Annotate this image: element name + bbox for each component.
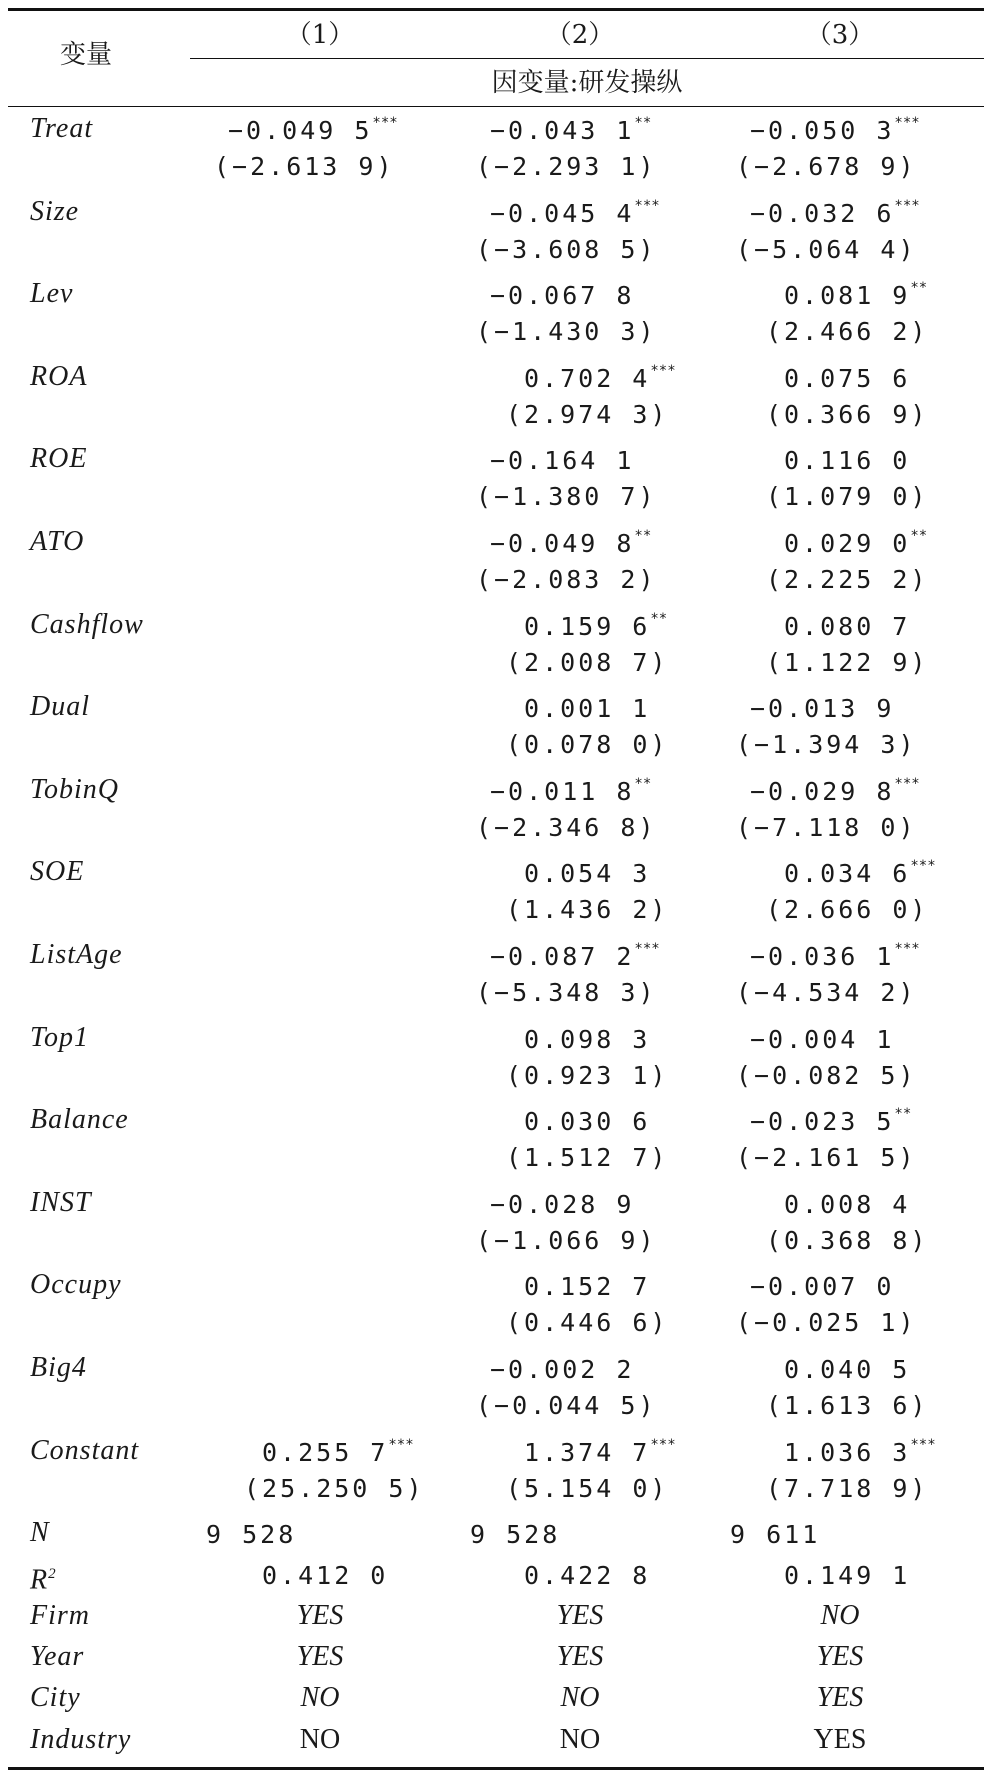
coef-col2-value: 1.374 7 bbox=[524, 1438, 651, 1467]
coef-col2 bbox=[490, 197, 660, 235]
n-col1: 9 528 bbox=[206, 1520, 297, 1549]
coef-col2 bbox=[524, 1105, 650, 1139]
tstat-col2: (1.436 2) bbox=[506, 895, 669, 924]
variable-name: SOE bbox=[30, 856, 85, 887]
significance-stars: *** bbox=[388, 1437, 414, 1453]
coef-col2-value: 0.001 1 bbox=[524, 694, 651, 723]
coef-col3-value: 0.008 4 bbox=[784, 1190, 911, 1219]
tstat-col3: (1.122 9) bbox=[766, 648, 929, 677]
coef-col3-value: −0.013 9 bbox=[750, 694, 895, 723]
coef-col2 bbox=[490, 444, 634, 478]
tstat-col3: (−2.678 9) bbox=[736, 152, 917, 181]
significance-stars: *** bbox=[634, 198, 660, 214]
coef-col2 bbox=[490, 1353, 634, 1387]
fe-industry-col1: NO bbox=[299, 1724, 341, 1755]
coef-col3 bbox=[750, 114, 920, 152]
r2-col3: 0.149 1 bbox=[784, 1561, 911, 1590]
tstat-col3: (1.079 0) bbox=[766, 482, 929, 511]
variable-header: 变量 bbox=[60, 40, 113, 70]
coef-col2-value: −0.028 9 bbox=[490, 1190, 635, 1219]
variable-name: Occupy bbox=[30, 1269, 122, 1300]
fe-year-col2: YES bbox=[556, 1641, 604, 1672]
coef-col2-value: 0.702 4 bbox=[524, 364, 651, 393]
r-squared-superscript: 2 bbox=[48, 1566, 57, 1582]
coef-col3 bbox=[750, 1023, 894, 1057]
tstat-col1: (25.250 5) bbox=[244, 1474, 425, 1503]
coef-col3-value: −0.007 0 bbox=[750, 1272, 895, 1301]
significance-stars: ** bbox=[634, 115, 652, 131]
tstat-col3: (7.718 9) bbox=[766, 1474, 929, 1503]
variable-name: ListAge bbox=[30, 939, 123, 970]
coef-col2 bbox=[524, 692, 650, 726]
fe-city-col3: YES bbox=[816, 1682, 864, 1713]
bottom-rule bbox=[8, 1767, 984, 1770]
coef-col3-value: 0.081 9 bbox=[784, 281, 911, 310]
variable-name: TobinQ bbox=[30, 774, 120, 805]
fe-year-col3: YES bbox=[816, 1641, 864, 1672]
fe-city-col1: NO bbox=[300, 1682, 340, 1713]
coef-col2-value: −0.087 2 bbox=[490, 942, 635, 971]
coef-col3 bbox=[750, 775, 920, 813]
coef-col2-value: −0.043 1 bbox=[490, 116, 635, 145]
variable-name: Constant bbox=[30, 1435, 140, 1466]
tstat-col3: (−0.025 1) bbox=[736, 1308, 917, 1337]
coef-col3-value: 0.029 0 bbox=[784, 529, 911, 558]
coef-col3 bbox=[750, 197, 920, 235]
variable-name: Cashflow bbox=[30, 609, 144, 640]
coef-col3 bbox=[750, 1105, 911, 1143]
significance-stars: ** bbox=[650, 611, 668, 627]
coef-col3 bbox=[750, 1270, 894, 1304]
significance-stars: ** bbox=[634, 528, 652, 544]
footer-label-r2: $R^2$ bbox=[30, 1564, 57, 1596]
r2-col2: 0.422 8 bbox=[524, 1561, 651, 1590]
significance-stars: *** bbox=[894, 198, 920, 214]
tstat-col3: (2.466 2) bbox=[766, 317, 929, 346]
coef-col2-value: −0.067 8 bbox=[490, 281, 635, 310]
coef-col2-value: 0.098 3 bbox=[524, 1025, 651, 1054]
coef-col3 bbox=[784, 1188, 910, 1222]
significance-stars: ** bbox=[910, 280, 928, 296]
significance-stars: *** bbox=[650, 1437, 676, 1453]
n-col3: 9 611 bbox=[730, 1520, 821, 1549]
tstat-col3: (0.366 9) bbox=[766, 400, 929, 429]
fe-firm-col3: NO bbox=[820, 1600, 860, 1631]
tstat-col3: (−2.161 5) bbox=[736, 1143, 917, 1172]
fe-firm-col2: YES bbox=[556, 1600, 604, 1631]
tstat-col2: (−1.066 9) bbox=[476, 1226, 657, 1255]
footer-label-firm: Firm bbox=[30, 1600, 90, 1631]
coef-col2 bbox=[490, 114, 651, 152]
column-2-header: （2） bbox=[545, 20, 615, 50]
variable-name: ROA bbox=[30, 361, 88, 392]
fe-year-col1: YES bbox=[296, 1641, 344, 1672]
coef-col2 bbox=[524, 1023, 650, 1057]
coef-col3-value: 1.036 3 bbox=[784, 1438, 911, 1467]
significance-stars: *** bbox=[910, 1437, 936, 1453]
coef-col2 bbox=[524, 362, 676, 400]
variable-name: Lev bbox=[30, 278, 74, 309]
significance-stars: *** bbox=[894, 115, 920, 131]
coef-col2 bbox=[490, 775, 651, 813]
coef-col3-value: −0.036 1 bbox=[750, 942, 895, 971]
fe-industry-col2: NO bbox=[559, 1724, 601, 1755]
fe-industry-col3: YES bbox=[813, 1724, 867, 1755]
tstat-col3: (−5.064 4) bbox=[736, 235, 917, 264]
coef-col3 bbox=[750, 940, 920, 978]
coef-col2-value: 0.159 6 bbox=[524, 612, 651, 641]
significance-stars: *** bbox=[650, 363, 676, 379]
top-rule bbox=[8, 8, 984, 11]
coef-col3 bbox=[784, 610, 910, 644]
header-bottom-rule bbox=[8, 106, 984, 107]
coef-col1 bbox=[262, 1436, 414, 1474]
coef-col2-value: −0.011 8 bbox=[490, 777, 635, 806]
tstat-col2: (−1.380 7) bbox=[476, 482, 657, 511]
significance-stars: *** bbox=[894, 941, 920, 957]
coef-col2-value: −0.049 8 bbox=[490, 529, 635, 558]
tstat-col3: (2.225 2) bbox=[766, 565, 929, 594]
coef-col2-value: −0.164 1 bbox=[490, 446, 635, 475]
tstat-col2: (2.008 7) bbox=[506, 648, 669, 677]
variable-name: Treat bbox=[30, 113, 94, 144]
variable-name: Top1 bbox=[30, 1022, 90, 1053]
coef-col3 bbox=[784, 362, 910, 396]
coef-col2 bbox=[524, 1270, 650, 1304]
variable-name: ATO bbox=[30, 526, 85, 557]
n-col2: 9 528 bbox=[470, 1520, 561, 1549]
coef-col3 bbox=[784, 444, 910, 478]
tstat-col2: (2.974 3) bbox=[506, 400, 669, 429]
coef-col2-value: 0.152 7 bbox=[524, 1272, 651, 1301]
column-3-header: （3） bbox=[805, 20, 875, 50]
significance-stars: ** bbox=[910, 528, 928, 544]
coef-col3-value: 0.116 0 bbox=[784, 446, 911, 475]
column-1-header: （1） bbox=[285, 20, 355, 50]
tstat-col2: (−1.430 3) bbox=[476, 317, 657, 346]
coef-col2 bbox=[490, 940, 660, 978]
tstat-col2: (−3.608 5) bbox=[476, 235, 657, 264]
variable-name: Big4 bbox=[30, 1352, 87, 1383]
coef-col2 bbox=[524, 610, 667, 648]
coef-col2 bbox=[524, 857, 650, 891]
coef-col3-value: 0.040 5 bbox=[784, 1355, 911, 1384]
variable-name: Dual bbox=[30, 691, 90, 722]
coef-col2 bbox=[524, 1436, 676, 1474]
tstat-col1: (−2.613 9) bbox=[214, 152, 395, 181]
coef-col2 bbox=[490, 279, 634, 313]
significance-stars: *** bbox=[372, 115, 398, 131]
coef-col2 bbox=[490, 527, 651, 565]
significance-stars: *** bbox=[910, 858, 936, 874]
footer-label-n: N bbox=[30, 1517, 50, 1548]
fe-city-col2: NO bbox=[560, 1682, 600, 1713]
tstat-col2: (−2.346 8) bbox=[476, 813, 657, 842]
tstat-col2: (1.512 7) bbox=[506, 1143, 669, 1172]
tstat-col2: (−0.044 5) bbox=[476, 1391, 657, 1420]
coef-col2-value: 0.054 3 bbox=[524, 859, 651, 888]
coef-col3 bbox=[784, 1436, 936, 1474]
tstat-col3: (1.613 6) bbox=[766, 1391, 929, 1420]
coef-col2 bbox=[490, 1188, 634, 1222]
coef-col3 bbox=[784, 527, 927, 565]
coef-col3-value: 0.080 7 bbox=[784, 612, 911, 641]
variable-name: Size bbox=[30, 196, 80, 227]
tstat-col3: (2.666 0) bbox=[766, 895, 929, 924]
coef-col3-value: −0.032 6 bbox=[750, 199, 895, 228]
coef-col3-value: −0.004 1 bbox=[750, 1025, 895, 1054]
coef-col3 bbox=[784, 1353, 910, 1387]
coef-col3-value: −0.050 3 bbox=[750, 116, 895, 145]
tstat-col2: (0.078 0) bbox=[506, 730, 669, 759]
significance-stars: ** bbox=[634, 776, 652, 792]
tstat-col3: (0.368 8) bbox=[766, 1226, 929, 1255]
significance-stars: *** bbox=[634, 941, 660, 957]
significance-stars: *** bbox=[894, 776, 920, 792]
tstat-col2: (0.923 1) bbox=[506, 1061, 669, 1090]
tstat-col2: (−5.348 3) bbox=[476, 978, 657, 1007]
coef-col2-value: −0.045 4 bbox=[490, 199, 635, 228]
coef-col3 bbox=[784, 857, 936, 895]
r2-col1: 0.412 0 bbox=[262, 1561, 389, 1590]
variable-name: INST bbox=[30, 1187, 92, 1218]
variable-name: ROE bbox=[30, 443, 88, 474]
coef-col3-value: −0.029 8 bbox=[750, 777, 895, 806]
coef-col3-value: 0.075 6 bbox=[784, 364, 911, 393]
coef-col2-value: 0.030 6 bbox=[524, 1107, 651, 1136]
tstat-col2: (−2.293 1) bbox=[476, 152, 657, 181]
coef-col3-value: −0.023 5 bbox=[750, 1107, 895, 1136]
dependent-variable-label: 因变量:研发操纵 bbox=[491, 68, 683, 98]
tstat-col3: (−7.118 0) bbox=[736, 813, 917, 842]
significance-stars: ** bbox=[894, 1106, 912, 1122]
footer-label-year: Year bbox=[30, 1641, 85, 1672]
tstat-col3: (−0.082 5) bbox=[736, 1061, 917, 1090]
coef-col3-value: 0.034 6 bbox=[784, 859, 911, 888]
tstat-col2: (5.154 0) bbox=[506, 1474, 669, 1503]
tstat-col2: (−2.083 2) bbox=[476, 565, 657, 594]
fe-firm-col1: YES bbox=[296, 1600, 344, 1631]
coef-col1 bbox=[228, 114, 398, 152]
footer-label-city: City bbox=[30, 1682, 81, 1713]
tstat-col3: (−1.394 3) bbox=[736, 730, 917, 759]
tstat-col3: (−4.534 2) bbox=[736, 978, 917, 1007]
coef-col1-value: 0.255 7 bbox=[262, 1438, 389, 1467]
header-subrule bbox=[190, 58, 984, 59]
tstat-col2: (0.446 6) bbox=[506, 1308, 669, 1337]
coef-col1-value: −0.049 5 bbox=[228, 116, 373, 145]
footer-label-industry: Industry bbox=[30, 1724, 132, 1755]
coef-col3 bbox=[784, 279, 927, 317]
coef-col3 bbox=[750, 692, 894, 726]
coef-col2-value: −0.002 2 bbox=[490, 1355, 635, 1384]
variable-name: Balance bbox=[30, 1104, 129, 1135]
